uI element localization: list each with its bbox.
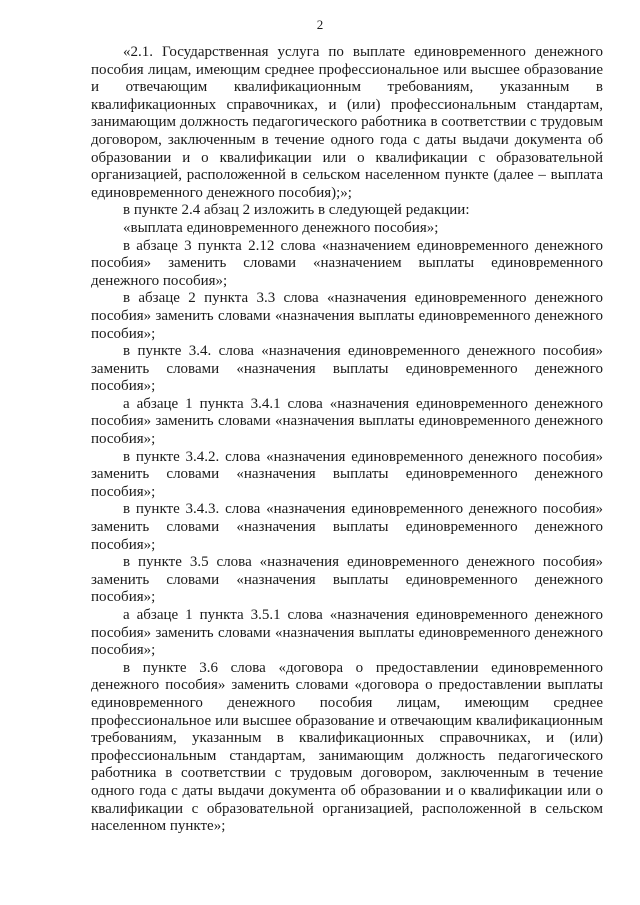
paragraph-2-1: «2.1. Государственная услуга по выплате единовременного денежного пособия лицам, имеющим среднее профессиональное или высшее образование и отвечающим квалификационным требованиям, указанным в квалификационных справочниках, и (или) профессиональным стандартам, занимающим должность педагогического работника в соответствии с трудовым договором, заключенным в течение одного года с даты выдачи документа об образовании и о квалификации или о квалификации с образовательной организацией, расположенной в сельском населенном пункте (далее – выплата единовременного денежного пособия);»;: [91, 44, 603, 201]
paragraph-quote-2-4: «выплата единовременного денежного пособия»;: [123, 219, 439, 236]
document-body: [91, 44, 603, 836]
paragraph-item-3-4-1: а абзаце 1 пункта 3.4.1 слова «назначения единовременного денежного пособия» заменить словами «назначения выплаты единовременного денежного пособия»;: [91, 395, 603, 448]
paragraph-item-3-5-1: а абзаце 1 пункта 3.5.1 слова «назначения единовременного денежного пособия» заменить словами «назначения выплаты единовременного денежного пособия»;: [91, 607, 603, 659]
paragraph-item-2-4: в пункте 2.4 абзац 2 изложить в следующей редакции:: [123, 202, 470, 219]
page-number: 2: [316, 17, 324, 32]
paragraph-item-3-4-3: в пункте 3.4.3. слова «назначения единовременного денежного пособия» заменить словами «назначения выплаты единовременного денежного пособия»;: [91, 501, 603, 553]
paragraph-item-3-4-2: в пункте 3.4.2. слова «назначения единовременного денежного пособия» заменить словами «назначения выплаты единовременного денежного пособия»;: [91, 448, 603, 500]
paragraph-item-3-5: в пункте 3.5 слова «назначения единовременного денежного пособия» заменить словами «назначения выплаты единовременного денежного пособия»;: [91, 554, 603, 606]
paragraph-item-3-4: в пункте 3.4. слова «назначения единовременного денежного пособия» заменить словами «назначения выплаты единовременного денежного пособия»;: [91, 343, 603, 395]
paragraph-item-2-12: в абзаце 3 пункта 2.12 слова «назначением единовременного денежного пособия» заменить словами «назначением выплаты единовременного денежного пособия»;: [91, 237, 603, 289]
paragraph-item-3-6: в пункте 3.6 слова «договора о предоставлении единовременного денежного пособия» заменить словами «договора о предоставлении выплаты единовременного денежного пособия лицам, имеющим среднее профессиональное или высшее образование и отвечающим квалификационным требованиям, указанным в квалификационных справочниках, и (или) профессиональным стандартам, занимающим должность педагогического работника в соответствии с трудовым договором, заключенным в течение одного года с даты выдачи документа об образовании и о квалификации или о квалификации с образовательной организацией, расположенной в сельском населенном пункте»;: [91, 659, 603, 835]
paragraph-item-3-3: в абзаце 2 пункта 3.3 слова «назначения единовременного денежного пособия» заменить словами «назначения выплаты единовременного денежного пособия»;: [91, 290, 603, 342]
